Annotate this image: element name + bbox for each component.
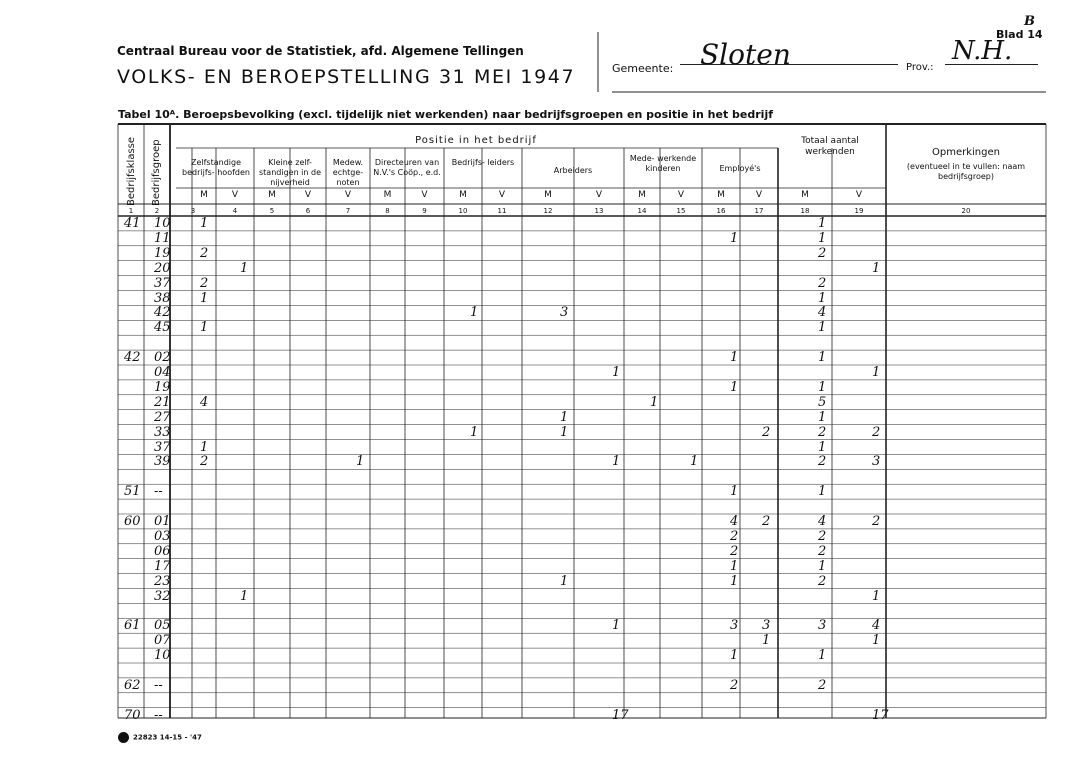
column-number: 13: [594, 207, 604, 215]
column-number: 14: [637, 207, 647, 215]
table-cell: 5: [818, 394, 827, 410]
column-number: 2: [154, 207, 160, 215]
col-bedrijfsgroep: Bedrijfsgroep: [151, 139, 162, 206]
mv-header-v: V: [595, 190, 603, 200]
bedrijfsgroep-cell: 45: [154, 320, 171, 336]
table-cell: 1: [200, 216, 209, 231]
table-cell: 1: [730, 573, 739, 589]
table-cell: 2: [872, 514, 881, 529]
col-medew: Medew. echtge- noten: [332, 158, 364, 187]
table-cell: 2: [730, 543, 739, 559]
column-number: 20: [961, 207, 971, 215]
bedrijfsklasse-cell: 61: [124, 618, 141, 634]
mv-header-m: M: [544, 190, 552, 200]
bedrijfsgroep-cell: --: [154, 484, 163, 500]
table-cell: 2: [818, 528, 827, 544]
col-opmerkingen-note: (eventueel in te vullen: naam bedrijfsgroep): [906, 162, 1026, 181]
table-cell: 1: [650, 394, 659, 410]
bedrijfsgroep-cell: 10: [154, 216, 171, 231]
bedrijfsgroep-cell: 37: [154, 275, 171, 291]
bedrijfsgroep-cell: --: [154, 707, 163, 723]
print-mark: [118, 732, 202, 743]
table-cell: 2: [872, 424, 881, 440]
bedrijfsgroep-cell: 10: [154, 648, 171, 664]
col-arbeiders: Arbeiders: [553, 166, 593, 175]
bedrijfsgroep-cell: 37: [154, 439, 171, 455]
table-cell: 17: [872, 707, 889, 723]
table-cell: 4: [730, 514, 739, 529]
bedrijfsgroep-cell: 19: [154, 379, 171, 395]
column-number: 15: [676, 207, 686, 215]
printer-logo-icon: [118, 732, 129, 743]
table-cell: 1: [470, 305, 479, 321]
column-number: 4: [232, 207, 238, 215]
mv-header-m: M: [268, 190, 276, 200]
table-cell: 2: [730, 528, 739, 544]
table-cell: 2: [200, 245, 209, 261]
table-cell: 1: [690, 454, 699, 470]
col-bedrijfsklasse: Bedrijfsklasse: [126, 136, 137, 206]
gemeente-value: Sloten: [700, 38, 791, 71]
table-cell: 2: [818, 573, 827, 589]
column-number: 8: [385, 207, 390, 215]
bedrijfsklasse-cell: 60: [124, 514, 141, 529]
bedrijfsklasse-cell: 42: [124, 350, 141, 366]
column-number: 17: [754, 207, 764, 215]
mv-header-m: M: [383, 190, 392, 200]
bedrijfsgroep-cell: 06: [154, 543, 171, 559]
mv-header-v: V: [498, 190, 506, 200]
col-employes: Employé's: [719, 164, 761, 173]
mv-header-v: V: [231, 190, 239, 200]
table-cell: 1: [818, 320, 827, 336]
bedrijfsgroep-cell: 11: [154, 230, 171, 246]
bedrijfsgroep-cell: 19: [154, 245, 171, 261]
mv-header-v: V: [344, 190, 352, 200]
table-cell: 3: [762, 618, 771, 634]
table-cell: 4: [200, 394, 209, 410]
table-cell: 1: [200, 320, 209, 336]
mv-header-v: V: [855, 190, 863, 200]
table-cell: 1: [818, 216, 827, 231]
blad-label: Blad 14: [996, 28, 1043, 41]
column-number: 1: [128, 207, 134, 215]
bedrijfsgroep-cell: 39: [154, 454, 171, 470]
col-medewerkende: Mede- werkende kinderen: [629, 154, 697, 173]
organisation: Centraal Bureau voor de Statistiek, afd. Algemene Tellingen: [117, 44, 524, 58]
column-number: 5: [269, 207, 275, 215]
table-cell: 1: [612, 618, 621, 634]
column-number: 12: [543, 207, 553, 215]
table-cell: 3: [818, 618, 827, 634]
form-title: VOLKS- EN BEROEPSTELLING 31 MEI 1947: [117, 66, 576, 88]
table-cell: 1: [818, 350, 827, 366]
table-cell: 1: [730, 648, 739, 664]
bedrijfsklasse-cell: 70: [124, 707, 141, 723]
table-cell: 1: [818, 379, 827, 395]
mv-header-m: M: [200, 190, 208, 200]
table-cell: 1: [612, 365, 621, 380]
table-cell: 4: [818, 514, 827, 529]
table-cell: 1: [872, 588, 881, 604]
bedrijfsklasse-cell: 62: [124, 677, 141, 693]
table-cell: 4: [872, 618, 881, 634]
table-cell: 1: [818, 558, 827, 574]
table-cell: 1: [560, 424, 569, 440]
table-cell: 1: [200, 439, 209, 455]
col-opmerkingen: Opmerkingen: [932, 147, 1000, 158]
col-kleine: Kleine zelf- standigen in de nijverheid: [258, 158, 322, 187]
bedrijfsgroep-cell: 04: [154, 365, 171, 380]
gemeente-label: Gemeente:: [612, 62, 674, 75]
table-cell: 1: [872, 260, 881, 276]
bedrijfsgroep-cell: 42: [154, 305, 171, 321]
bedrijfsgroep-cell: 38: [154, 290, 171, 306]
table-cell: 2: [818, 245, 827, 261]
table-cell: 3: [872, 454, 881, 470]
mv-header-m: M: [717, 190, 725, 200]
column-number: 11: [497, 207, 507, 215]
mv-header-v: V: [755, 190, 763, 200]
bedrijfsklasse-cell: 41: [124, 216, 141, 231]
table-cell: 1: [818, 484, 827, 500]
column-number: 16: [716, 207, 726, 215]
mv-header-v: V: [304, 190, 312, 200]
bedrijfsgroep-cell: 01: [154, 514, 171, 529]
table-cell: 1: [240, 588, 249, 604]
bedrijfsgroep-cell: 33: [154, 424, 171, 440]
table-cell: 2: [818, 454, 827, 470]
table-cell: 1: [872, 633, 881, 649]
table-cell: 1: [612, 454, 621, 470]
table-cell: 1: [730, 230, 739, 246]
mv-header-m: M: [801, 190, 809, 200]
table-cell: 1: [356, 454, 365, 470]
column-number: 19: [854, 207, 864, 215]
col-zelfstandige: Zelfstandige bedrijfs- hoofden: [182, 158, 250, 177]
bedrijfsgroep-cell: 05: [154, 618, 171, 634]
column-number: 3: [190, 207, 196, 215]
table-title: Tabel 10ᴬ. Beroepsbevolking (excl. tijdelijk niet werkenden) naar bedrijfsgroepen en positie in het bedrijf: [118, 108, 773, 121]
bedrijfsgroep-cell: 03: [154, 528, 171, 544]
bedrijfsgroep-cell: 17: [154, 558, 171, 574]
bedrijfsklasse-cell: 51: [124, 484, 141, 500]
table-cell: 17: [612, 707, 629, 723]
table-cell: 1: [818, 290, 827, 306]
table-cell: 1: [730, 484, 739, 500]
column-number: 10: [458, 207, 468, 215]
prov-value: N.H.: [952, 36, 1013, 66]
table-cell: 1: [240, 260, 249, 276]
table-cell: 2: [818, 424, 827, 440]
col-positie: Positie in het bedrijf: [415, 135, 537, 146]
table-cell: 2: [762, 424, 771, 440]
table-cell: 1: [200, 290, 209, 306]
bedrijfsgroep-cell: 20: [154, 260, 171, 276]
table-cell: 1: [730, 379, 739, 395]
mv-header-v: V: [677, 190, 685, 200]
prov-label: Prov.:: [906, 62, 934, 73]
table-cell: 1: [818, 409, 827, 425]
table-cell: 2: [200, 275, 209, 291]
table-cell: 1: [730, 350, 739, 366]
bedrijfsgroep-cell: 23: [154, 573, 171, 589]
mv-header-m: M: [638, 190, 646, 200]
print-code: 22823 14-15 - '47: [133, 733, 202, 742]
table-cell: 2: [200, 454, 209, 470]
table-cell: 1: [818, 230, 827, 246]
blad-mark: B: [1024, 14, 1035, 29]
column-number: 9: [422, 207, 427, 215]
column-number: 7: [345, 207, 351, 215]
table-cell: 1: [762, 633, 771, 649]
table-cell: 1: [560, 409, 569, 425]
col-totaal: Totaal aantal werkenden: [801, 136, 859, 157]
bedrijfsgroep-cell: 02: [154, 350, 171, 366]
table-cell: 2: [762, 514, 771, 529]
bedrijfsgroep-cell: --: [154, 677, 163, 693]
table-cell: 1: [730, 558, 739, 574]
table-cell: 1: [818, 439, 827, 455]
table-cell: 1: [872, 365, 881, 380]
col-directeuren: Directeuren van N.V.'s Coöp., e.d.: [373, 158, 441, 177]
bedrijfsgroep-cell: 27: [154, 409, 171, 425]
bedrijfsgroep-cell: 07: [154, 633, 171, 649]
bedrijfsgroep-cell: 21: [154, 394, 171, 410]
table-cell: 2: [730, 677, 739, 693]
mv-header-v: V: [421, 190, 428, 200]
column-number: 18: [800, 207, 810, 215]
table-cell: 2: [818, 543, 827, 559]
table-cell: 2: [818, 677, 827, 693]
table-cell: 3: [560, 305, 569, 321]
bedrijfsgroep-cell: 32: [154, 588, 171, 604]
table-cell: 1: [560, 573, 569, 589]
table-cell: 2: [818, 275, 827, 291]
col-bedrijfsleiders: Bedrijfs- leiders: [451, 158, 515, 167]
table-cell: 1: [470, 424, 479, 440]
table-cell: 4: [818, 305, 827, 321]
table-cell: 3: [730, 618, 739, 634]
column-number: 6: [305, 207, 311, 215]
mv-header-m: M: [459, 190, 467, 200]
table-cell: 1: [818, 648, 827, 664]
